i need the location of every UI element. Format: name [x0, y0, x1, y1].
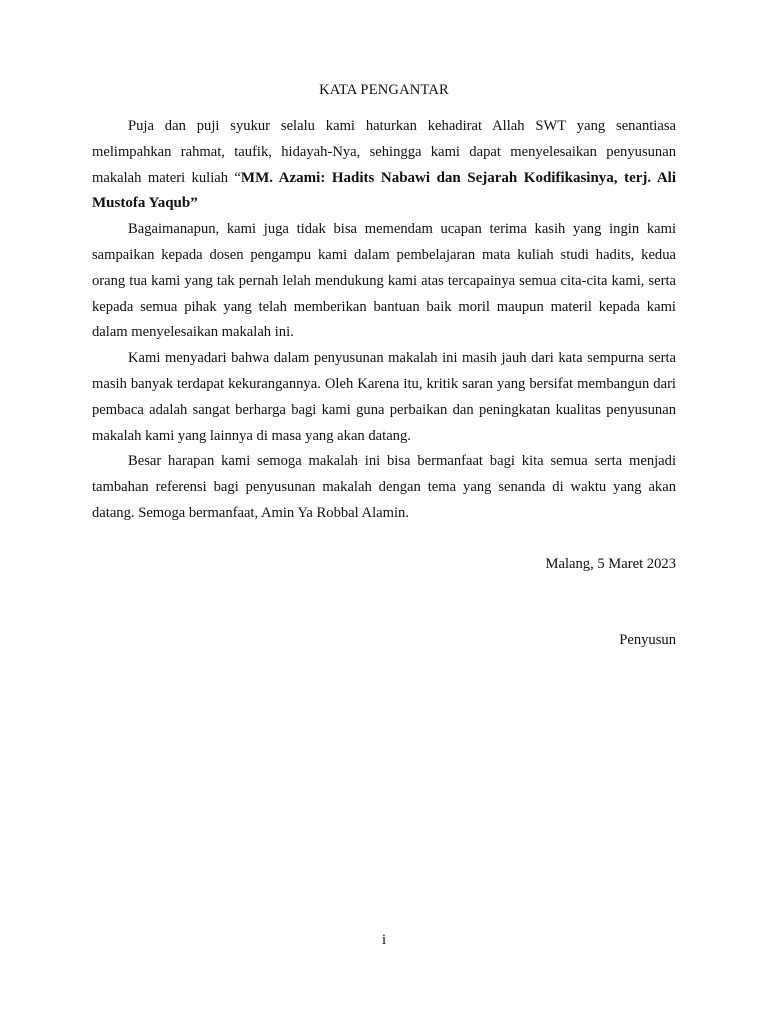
page-number: i [381, 932, 387, 948]
paragraph-shortcomings: Kami menyadari bahwa dalam penyusunan makalah ini masih jauh dari kata sempurna serta masih banyak terdapat kekurangannya. Oleh Karena itu, kritik saran yang bersifat membangun dari pembaca adalah sangat berharga bagi kami guna perbaikan dan peningkatan kualitas penyusunan makalah kami yang lainnya di masa yang akan datang. [92, 350, 676, 444]
paragraph-gratitude: Bagaimanapun, kami juga tidak bisa memendam ucapan terima kasih yang ingin kami sampaikan kepada dosen pengampu kami dalam pembelajaran mata kuliah studi hadits, kedua orang tua kami yang tak pernah lelah mendukung kami atas tercapainya semua cita-cita kami, serta kepada semua pihak yang telah memberikan bantuan baik moril maupun materil kepada kami dalam menyelesaikan makalah ini. [92, 221, 676, 341]
paragraph-opening [92, 114, 676, 217]
document-page [92, 0, 676, 1024]
page-title: KATA PENGANTAR [319, 82, 449, 98]
document-body [92, 114, 676, 527]
paragraph-opening-text: Puja dan puji syukur selalu kami haturkan kehadirat Allah SWT yang senantiasa melimpahkan rahmat, taufik, hidayah-Nya, sehingga kami dapat menyelesaikan penyusunan makalah materi kuliah “ [92, 118, 676, 186]
paragraph-hope: Besar harapan kami semoga makalah ini bisa bermanfaat bagi kita semua serta menjadi tambahan referensi bagi penyusunan makalah dengan tema yang senanda di waktu yang akan datang. Semoga bermanfaat, Amin Ya Robbal Alamin. [92, 453, 676, 521]
course-material-title: MM. Azami: Hadits Nabawi dan Sejarah Kodifikasinya, terj. Ali Mustofa Yaqub” [92, 169, 676, 212]
place-date: Malang, 5 Maret 2023 [545, 556, 676, 572]
signer-label: Penyusun [619, 632, 676, 648]
